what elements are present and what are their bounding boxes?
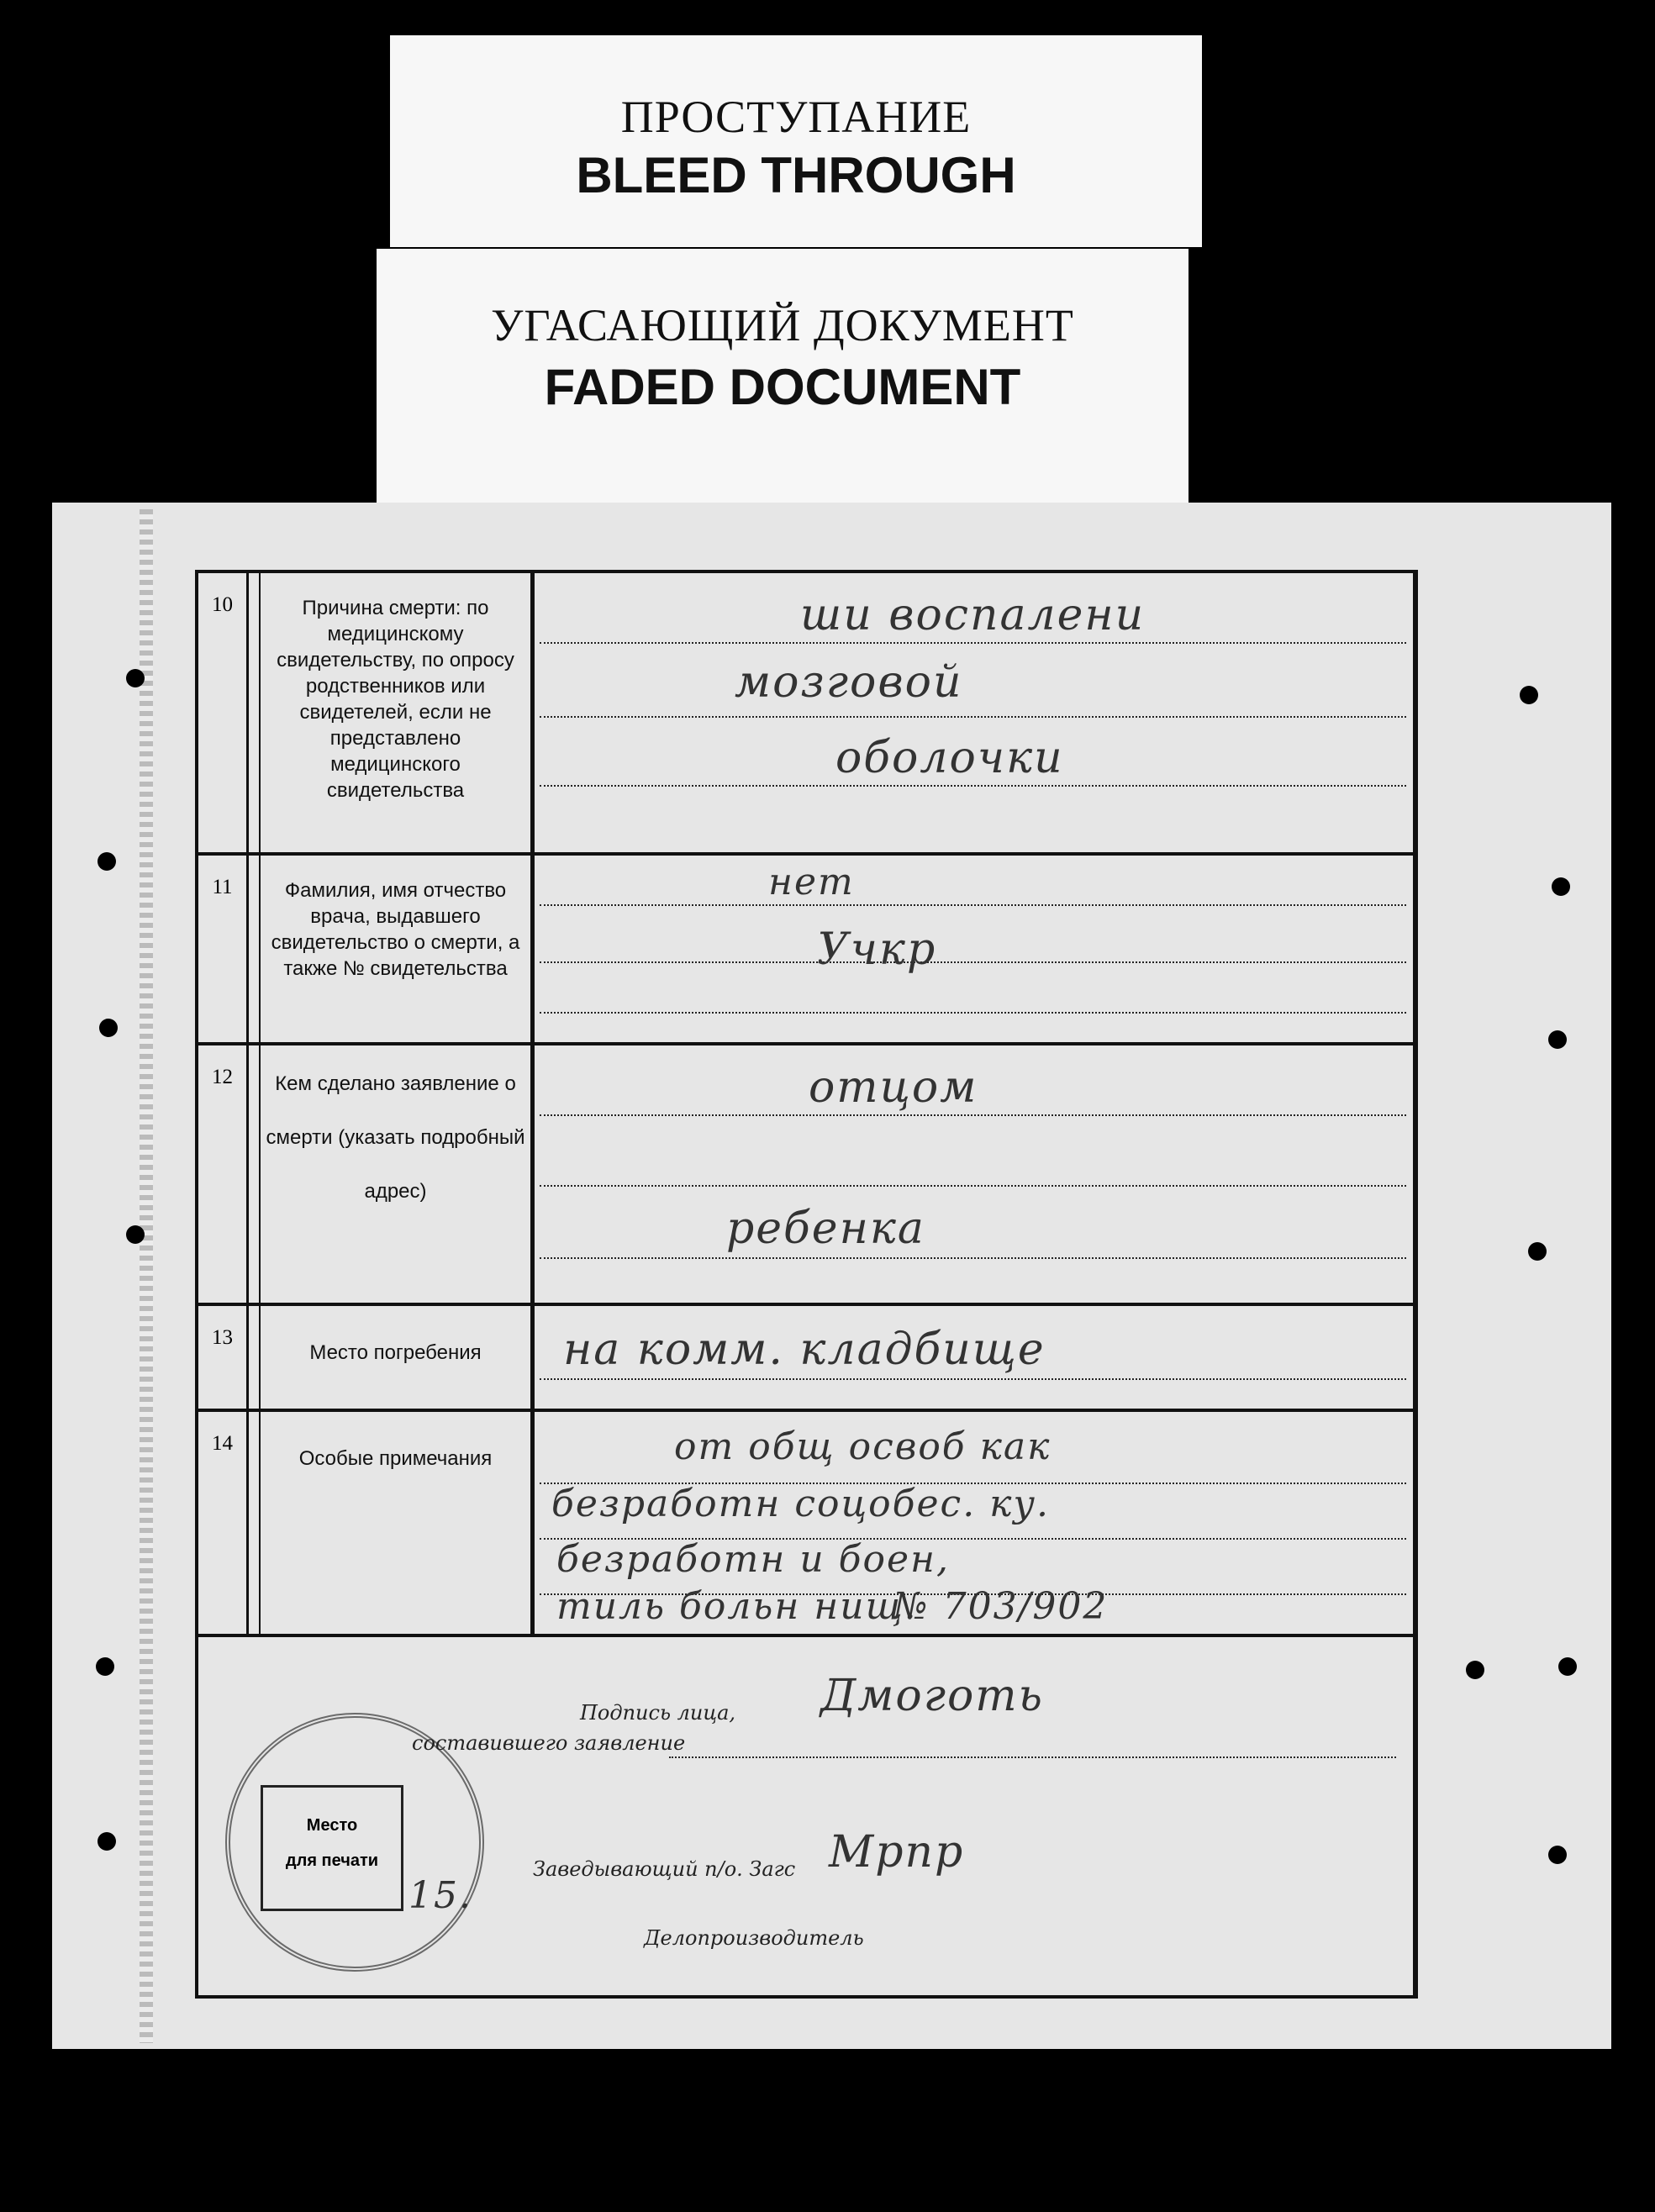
form-row-burial-place [198,1306,1413,1412]
row-number: 14 [198,1412,249,1634]
punch-hole [98,1832,116,1851]
row-value [540,573,1406,852]
handwritten-entry: нет [768,861,855,903]
row-value [540,856,1406,1042]
stamp-place-box [261,1785,403,1911]
form-row-cause-of-death [198,573,1413,856]
handwritten-entry: безработн соцобес. ку. [551,1483,1050,1525]
bleed-through-target-card [390,35,1202,247]
row-label: Фамилия, имя отчество врача, выдавшего свидетельство о смерти, а также № свидетельства [259,856,535,1042]
handwritten-entry: на комм. кладбище [563,1325,1046,1375]
head-signature: Мрпр [829,1827,965,1878]
row-label: Место погребения [259,1306,535,1409]
faded-document-ru-label: УГАСАЮЩИЙ ДОКУМЕНТ [491,300,1074,350]
handwritten-entry: Учкр [817,924,937,975]
form-row-special-notes [198,1412,1413,1637]
punch-hole [1552,877,1570,896]
punch-hole [1548,1846,1567,1864]
row-value [540,1412,1406,1634]
stamp-place-label: Место [306,1816,358,1835]
perforated-edge [140,509,153,2043]
handwritten-entry: ши воспалени [800,590,1146,640]
punch-hole [1528,1242,1547,1261]
punch-hole [1548,1030,1567,1049]
handwritten-entry: тиль больн нищ. [556,1585,918,1628]
clerk-caption: Делопроизводитель [644,1926,864,1950]
punch-hole [1558,1657,1577,1676]
row-number: 12 [198,1045,249,1303]
punch-hole [1520,686,1538,704]
row-value [540,1306,1406,1409]
row-label: Причина смерти: по медицинскому свидетельству, по опросу родственников или свидетелей, если не представлено медицинского свидетельства [259,573,535,852]
handwritten-entry: ребенка [726,1203,925,1254]
handwritten-entry: оболочки [835,733,1064,783]
row-number: 11 [198,856,249,1042]
handwritten-entry: от общ освоб как [674,1425,1052,1468]
punch-hole [96,1657,114,1676]
row-label: Особые примечания [259,1412,535,1634]
signature-block [198,1637,1413,1999]
faded-document-target-card [377,249,1189,509]
row-number: 13 [198,1306,249,1409]
punch-hole [99,1019,118,1037]
stamp-note: 15. [408,1874,472,1917]
form-row-declarant [198,1045,1413,1306]
bleed-through-en-label: BLEED THROUGH [576,147,1016,203]
handwritten-entry: мозговой [735,657,963,708]
bleed-through-ru-label: ПРОСТУПАНИЕ [620,92,972,142]
handwritten-entry: отцом [809,1062,978,1113]
punch-hole [126,669,145,687]
punch-hole [98,852,116,871]
declarant-signature: Дмоготь [820,1671,1044,1721]
row-number: 10 [198,573,249,852]
faded-document-en-label: FADED DOCUMENT [544,359,1021,415]
death-record-form [195,570,1418,1999]
handwritten-entry: безработн и боен, [556,1538,951,1581]
punch-hole [126,1225,145,1244]
record-page [52,503,1611,2049]
punch-hole [1466,1661,1484,1679]
declarant-signature-caption: Подпись лица, [580,1701,736,1725]
row-value [540,1045,1406,1303]
row-label: Кем сделано заявление о смерти (указать подробный адрес) [259,1045,535,1303]
form-row-doctor [198,856,1413,1045]
stamp-place-label: для печати [285,1851,379,1870]
handwritten-entry: № 703/902 [893,1585,1109,1628]
declarant-signature-caption: составившего заявление [412,1731,686,1755]
head-signature-caption: Заведывающий п/о. Загс [533,1857,796,1881]
